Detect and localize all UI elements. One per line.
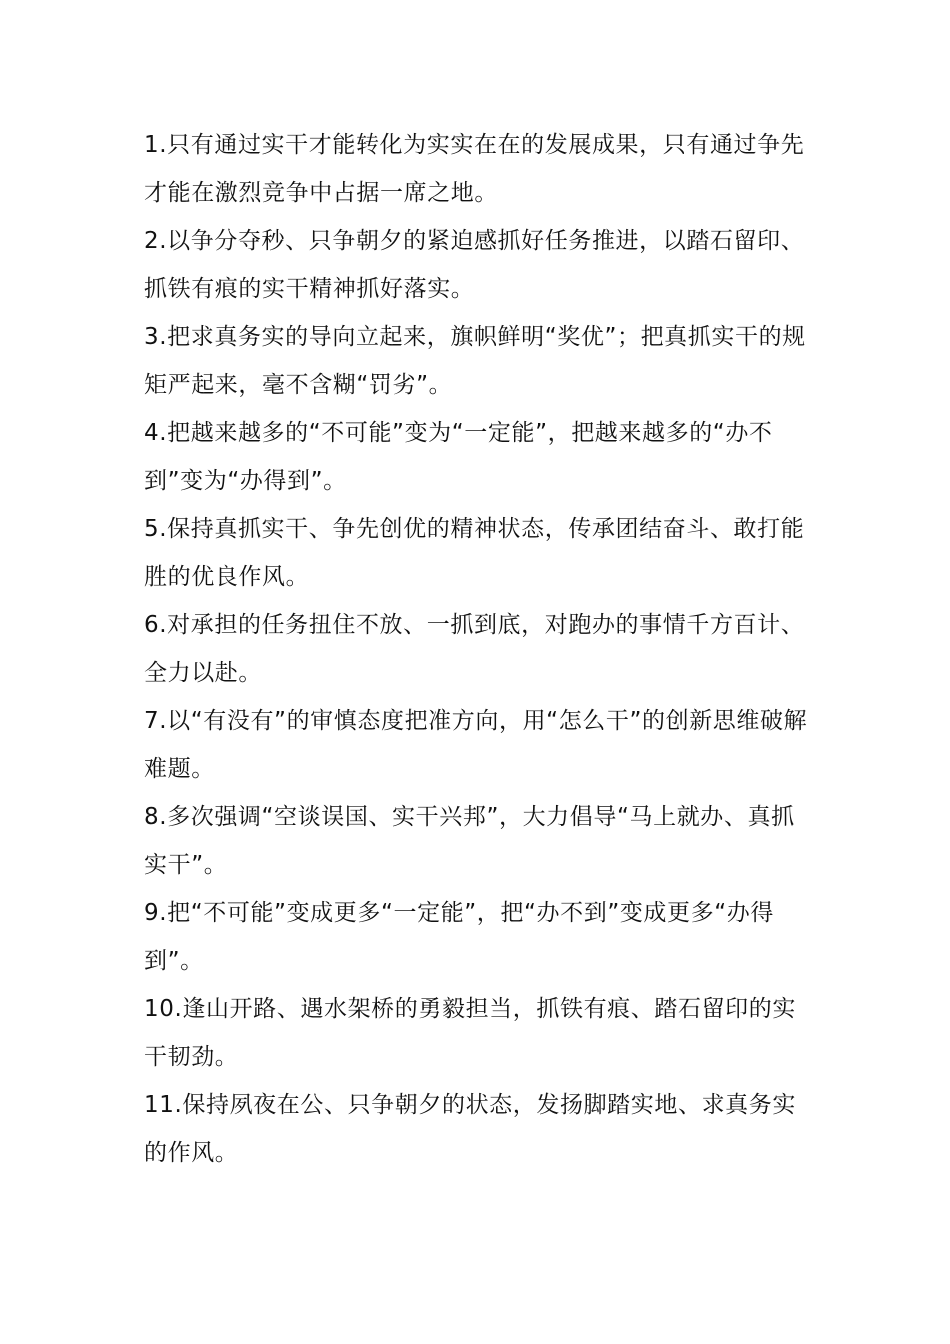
- paragraph-1: 1.只有通过实干才能转化为实实在在的发展成果，只有通过争先才能在激烈竞争中占据一席之地。: [144, 132, 805, 206]
- paragraph-2: 2.以争分夺秒、只争朝夕的紧迫感抓好任务推进，以踏石留印、抓铁有痕的实干精神抓好落实。: [144, 228, 805, 302]
- paragraph-5: 5.保持真抓实干、争先创优的精神状态，传承团结奋斗、敢打能胜的优良作风。: [144, 516, 805, 590]
- paragraph-4: 4.把越来越多的“不可能”变为“一定能”，把越来越多的“办不到”变为“办得到”。: [144, 420, 773, 494]
- paragraph-11: 11.保持夙夜在公、只争朝夕的状态，发扬脚踏实地、求真务实的作风。: [144, 1092, 796, 1166]
- paragraph-10: 10.逢山开路、遇水架桥的勇毅担当，抓铁有痕、踏石留印的实干韧劲。: [144, 996, 796, 1070]
- paragraph-8: 8.多次强调“空谈误国、实干兴邦”，大力倡导“马上就办、真抓实干”。: [144, 804, 795, 878]
- paragraph-9: 9.把“不可能”变成更多“一定能”，把“办不到”变成更多“办得到”。: [144, 900, 774, 974]
- paragraph-7: 7.以“有没有”的审慎态度把准方向，用“怎么干”的创新思维破解难题。: [144, 708, 808, 782]
- paragraph-6: 6.对承担的任务扭住不放、一抓到底，对跑办的事情千方百计、全力以赴。: [144, 612, 805, 686]
- paragraph-3: 3.把求真务实的导向立起来，旗帜鲜明“奖优”；把真抓实干的规矩严起来，毫不含糊“罚劣”。: [144, 324, 806, 398]
- document-body: [144, 121, 808, 1177]
